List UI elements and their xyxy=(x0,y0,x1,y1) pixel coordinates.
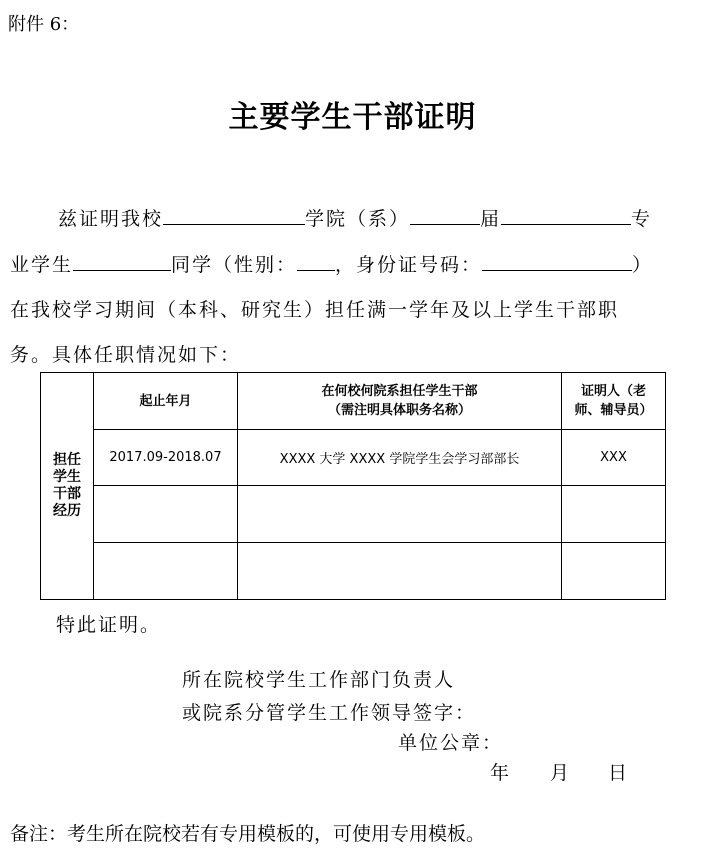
role-cell[interactable] xyxy=(238,543,562,600)
id-number-blank[interactable] xyxy=(482,252,632,271)
class-year-blank[interactable] xyxy=(501,206,631,225)
table-row xyxy=(41,543,666,600)
body-text: 兹证明我校 xyxy=(58,208,164,230)
header-role xyxy=(238,373,562,430)
footnote: 备注：考生所在院校若有专用模板的，可使用专用模板。 xyxy=(10,823,486,845)
header-witness xyxy=(562,373,666,430)
date-month-label: 月 xyxy=(550,762,572,784)
signature-line-3: 单位公章： xyxy=(398,732,504,754)
header-role-line: 在何校何院系担任学生干部 xyxy=(321,384,478,399)
attachment-label: 附件 6： xyxy=(8,14,80,35)
role-cell[interactable]: XXXX 大学 XXXX 学院学生会学习部部长 xyxy=(238,430,562,486)
side-label-line: 学生 xyxy=(53,469,81,485)
header-period: 起止年月 xyxy=(94,373,238,430)
department-blank[interactable] xyxy=(410,206,480,225)
gender-blank[interactable] xyxy=(297,252,335,271)
closing-text: 特此证明。 xyxy=(56,614,162,636)
period-cell[interactable] xyxy=(94,486,238,543)
side-label-line: 干部 xyxy=(53,486,81,502)
body-text: ） xyxy=(632,254,654,276)
body-line-1 xyxy=(58,204,652,231)
signature-line-1: 所在院校学生工作部门负责人 xyxy=(182,669,456,691)
signature-line-2: 或院系分管学生工作领导签字： xyxy=(182,702,477,724)
body-text: 专 xyxy=(631,208,653,230)
side-label-line: 经历 xyxy=(53,503,81,519)
witness-cell[interactable] xyxy=(562,486,666,543)
header-witness-line: 证明人（老 xyxy=(580,384,646,399)
date-year-label: 年 xyxy=(490,762,512,784)
witness-cell[interactable] xyxy=(562,543,666,600)
body-text: 届 xyxy=(480,208,502,230)
body-text: 学院（系） xyxy=(305,208,411,230)
cadre-experience-table xyxy=(40,372,666,600)
body-line-2 xyxy=(10,250,653,277)
side-label-line: 担任 xyxy=(53,452,81,468)
body-line-4: 务。具体任职情况如下： xyxy=(10,344,242,366)
body-line-3: 在我校学习期间（本科、研究生）担任满一学年及以上学生干部职 xyxy=(10,299,620,321)
table-row xyxy=(41,430,666,486)
body-text: 业学生 xyxy=(10,254,74,276)
table-header-row xyxy=(41,373,666,430)
table-row xyxy=(41,486,666,543)
side-label-cell xyxy=(41,373,94,600)
role-cell[interactable] xyxy=(238,486,562,543)
body-text: ，身份证号码： xyxy=(335,254,483,276)
period-cell[interactable] xyxy=(94,543,238,600)
date-day-label: 日 xyxy=(608,762,630,784)
witness-cell[interactable]: XXX xyxy=(562,430,666,486)
major-blank[interactable] xyxy=(73,252,171,271)
school-blank[interactable] xyxy=(163,206,305,225)
header-witness-line: 师、辅导员） xyxy=(574,403,653,418)
body-text: 同学（性别： xyxy=(171,254,298,276)
page-title: 主要学生干部证明 xyxy=(228,100,477,135)
period-cell[interactable]: 2017.09-2018.07 xyxy=(94,430,238,486)
header-role-line: （需注明具体职务名称） xyxy=(327,403,471,418)
